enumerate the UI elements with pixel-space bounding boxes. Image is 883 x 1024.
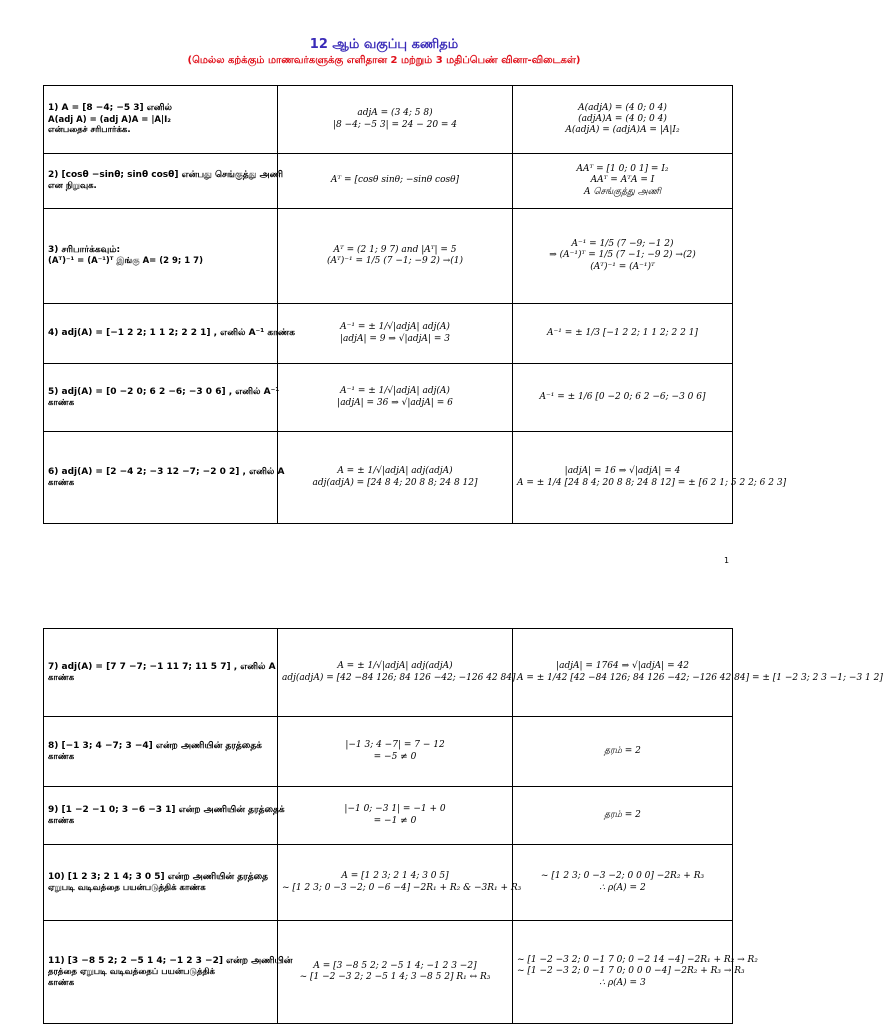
question-cell [44, 787, 285, 845]
question-line: 9) [1 −2 −1 0; 3 −6 −3 1] என்ற அணியின் தரத்தைக் [48, 804, 285, 815]
question-line: ஏறுபடி வடிவத்தை பயன்படுத்திக் காண்க [48, 882, 206, 893]
page-number: 1 [724, 556, 730, 565]
math-line: ~ [1 −2 −3 2; 2 −5 1 4; 3 −8 5 2] R₁ ↔ R₃ [299, 972, 491, 982]
math-line: A⁻¹ = ± 1/3 [−1 2 2; 1 1 2; 2 2 1] [547, 327, 698, 338]
question-cell [44, 432, 285, 524]
qa-table-1 [43, 85, 787, 524]
question-line: A(adj A) = (adj A)A = |A|I₂ [48, 114, 171, 125]
math-line: |−1 3; 4 −7| = 7 − 12 [345, 740, 445, 751]
math-line: ⇒ (A⁻¹)ᵀ = 1/5 (7 −1; −9 2) →(2) [549, 250, 696, 261]
question-line: 3) சரிபார்க்கவும்: [48, 245, 121, 256]
question-cell [44, 845, 278, 921]
math-line: = −5 ≠ 0 [373, 751, 417, 762]
table-row [44, 845, 733, 921]
math-line: A⁻¹ = ± 1/√|adjA| adj(A) [340, 322, 450, 333]
question-line: 6) adj(A) = [2 −4 2; −3 12 −7; −2 0 2] , எனில் A [48, 466, 285, 477]
answer-cell [513, 304, 733, 364]
math-line: adjA = (3 4; 5 8) [357, 108, 433, 119]
answer-cell [513, 717, 733, 787]
math-line: (Aᵀ)⁻¹ = (A⁻¹)ᵀ [590, 261, 655, 272]
question-line: 8) [−1 3; 4 −7; 3 −4] என்ற அணியின் தரத்தைக் [48, 740, 262, 751]
solution-step-cell [278, 787, 513, 845]
question-line: 10) [1 2 3; 2 1 4; 3 0 5] என்ற அணியின் தரத்தை [48, 871, 269, 882]
question-line: காண்க [48, 977, 75, 988]
solution-step-cell [278, 154, 513, 209]
math-line: A செங்குத்து அணி [583, 186, 662, 197]
math-line: A = [3 −8 5 2; 2 −5 1 4; −1 2 3 −2] [313, 960, 477, 971]
table-row [44, 86, 733, 154]
question-line: 11) [3 −8 5 2; 2 −5 1 4; −1 2 3 −2] என்ற அணியின் [48, 955, 293, 966]
answer-cell [513, 86, 733, 154]
table-row [44, 154, 733, 209]
table-row [44, 629, 733, 717]
table-row [44, 717, 733, 787]
math-line: ~ [1 −2 −3 2; 0 −1 7 0; 0 0 0 −4] −2R₂ + R₃ → R₃ [517, 966, 745, 977]
math-line: A = ± 1/4 [24 8 4; 20 8 8; 24 8 12] = ± [6 2 1; 5 2 2; 6 2 3] [517, 477, 787, 488]
question-line: என நிறுவுக. [48, 181, 97, 192]
solution-step-cell [278, 364, 513, 432]
question-line: (Aᵀ)⁻¹ = (A⁻¹)ᵀ இங்கு A= (2 9; 1 7) [48, 256, 203, 267]
answer-cell [513, 432, 787, 524]
solution-step-cell [278, 209, 513, 304]
solution-step-cell [278, 86, 513, 154]
question-cell [44, 209, 278, 304]
table-row [44, 787, 733, 845]
question-line: காண்க [48, 751, 75, 762]
answer-cell [513, 364, 733, 432]
math-line: = −1 ≠ 0 [373, 815, 417, 826]
math-line: AAᵀ = [1 0; 0 1] = I₂ [576, 164, 669, 175]
math-line: |adjA| = 9 ⇒ √|adjA| = 3 [340, 333, 450, 344]
math-line: ~ [1 −2 −3 2; 0 −1 7 0; 0 −2 14 −4] −2R₁ + R₂ → R₂ [517, 955, 758, 966]
math-line: A(adjA) = (adjA)A = |A|I₂ [565, 125, 680, 136]
table-row [44, 209, 733, 304]
solution-step-cell [278, 432, 513, 524]
question-cell [44, 86, 278, 154]
question-cell [44, 364, 278, 432]
solution-step-cell [278, 845, 522, 921]
solution-step-cell [278, 304, 513, 364]
math-line: A = ± 1/√|adjA| adj(adjA) [337, 466, 453, 477]
table-row [44, 921, 733, 1024]
question-cell [44, 304, 296, 364]
math-line: AAᵀ = AᵀA = I [590, 175, 655, 186]
table-row [44, 364, 733, 432]
question-line: காண்க [48, 477, 75, 488]
question-line: 7) adj(A) = [7 7 −7; −1 11 7; 11 5 7] , எனில் A [48, 661, 276, 672]
solution-step-cell [278, 629, 516, 717]
question-line: 4) adj(A) = [−1 2 2; 1 1 2; 2 2 1] , எனில் A⁻¹ காண்க [48, 327, 296, 338]
math-line: A = ± 1/42 [42 −84 126; 84 126 −42; −126 42 84] = ± [1 −2 3; 2 3 −1; −3 1 2] [517, 672, 883, 683]
answer-cell [513, 921, 758, 1024]
math-line: ∴ ρ(A) = 2 [599, 882, 646, 893]
math-line: ~ [1 2 3; 0 −3 −2; 0 −6 −4] −2R₁ + R₂ & −3R₁ + R₃ [282, 882, 522, 893]
page-subtitle: (மெல்ல கற்க்கும் மாணவர்களுக்கு எளிதான 2 மற்றும் 3 மதிப்பெண் வினா-விடைகள்) [187, 55, 581, 66]
math-line: |adjA| = 1764 ⇒ √|adjA| = 42 [556, 661, 689, 672]
math-line: தரம் = 2 [604, 809, 641, 820]
question-cell [44, 921, 293, 1024]
question-line: 5) adj(A) = [0 −2 0; 6 2 −6; −3 0 6] , எனில் A⁻¹ [48, 386, 280, 397]
solution-step-cell [278, 717, 513, 787]
question-cell [44, 154, 283, 209]
math-line: ~ [1 2 3; 0 −3 −2; 0 0 0] −2R₂ + R₃ [540, 871, 705, 882]
math-line: A⁻¹ = ± 1/√|adjA| adj(A) [340, 386, 450, 397]
table-row [44, 432, 733, 524]
math-line: A = ± 1/√|adjA| adj(adjA) [337, 661, 453, 672]
math-line: (adjA)A = (4 0; 0 4) [578, 113, 667, 124]
math-line: |−1 0; −3 1| = −1 + 0 [344, 804, 446, 815]
table-row [44, 304, 733, 364]
math-line: |adjA| = 36 ⇒ √|adjA| = 6 [337, 397, 453, 408]
math-line: |8 −4; −5 3| = 24 − 20 = 4 [332, 119, 458, 130]
math-line: adj(adjA) = [24 8 4; 20 8 8; 24 8 12] [312, 477, 478, 488]
math-line: A⁻¹ = 1/5 (7 −9; −1 2) [571, 239, 674, 250]
math-line: Aᵀ = (2 1; 9 7) and |Aᵀ| = 5 [333, 244, 457, 255]
qa-table-2 [43, 628, 883, 1024]
math-line: |adjA| = 16 ⇒ √|adjA| = 4 [564, 466, 681, 477]
math-line: A(adjA) = (4 0; 0 4) [578, 102, 667, 113]
math-line: adj(adjA) = [42 −84 126; 84 126 −42; −126 42 84] [282, 672, 516, 683]
solution-step-cell [278, 921, 513, 1024]
math-line: தரம் = 2 [604, 745, 641, 756]
question-line: காண்க [48, 672, 75, 683]
question-line: 2) [cosθ −sinθ; sinθ cosθ] என்பது செங்குத்து அணி [48, 170, 283, 181]
math-line: A = [1 2 3; 2 1 4; 3 0 5] [341, 871, 449, 882]
answer-cell [513, 787, 733, 845]
question-line: காண்க [48, 397, 75, 408]
answer-cell [513, 209, 733, 304]
question-cell [44, 629, 278, 717]
math-line: (Aᵀ)⁻¹ = 1/5 (7 −1; −9 2) →(1) [326, 256, 464, 266]
math-line: A⁻¹ = ± 1/6 [0 −2 0; 6 2 −6; −3 0 6] [539, 391, 706, 402]
page-title: 12 ஆம் வகுப்பு கணிதம் [309, 37, 459, 52]
question-line: காண்க [48, 815, 75, 826]
answer-cell [513, 845, 733, 921]
question-line: என்பதைச் சரிபார்க்க. [48, 125, 131, 136]
question-line: தரத்தை ஏறுபடி வடிவத்தைப் பயன்படுத்திக் [48, 967, 215, 977]
math-line: Aᵀ = [cosθ sinθ; −sinθ cosθ] [330, 175, 460, 186]
answer-cell [513, 629, 883, 717]
math-line: ∴ ρ(A) = 3 [599, 977, 646, 988]
question-line: 1) A = [8 −4; −5 3] எனில் [48, 103, 173, 114]
question-cell [44, 717, 278, 787]
answer-cell [513, 154, 733, 209]
